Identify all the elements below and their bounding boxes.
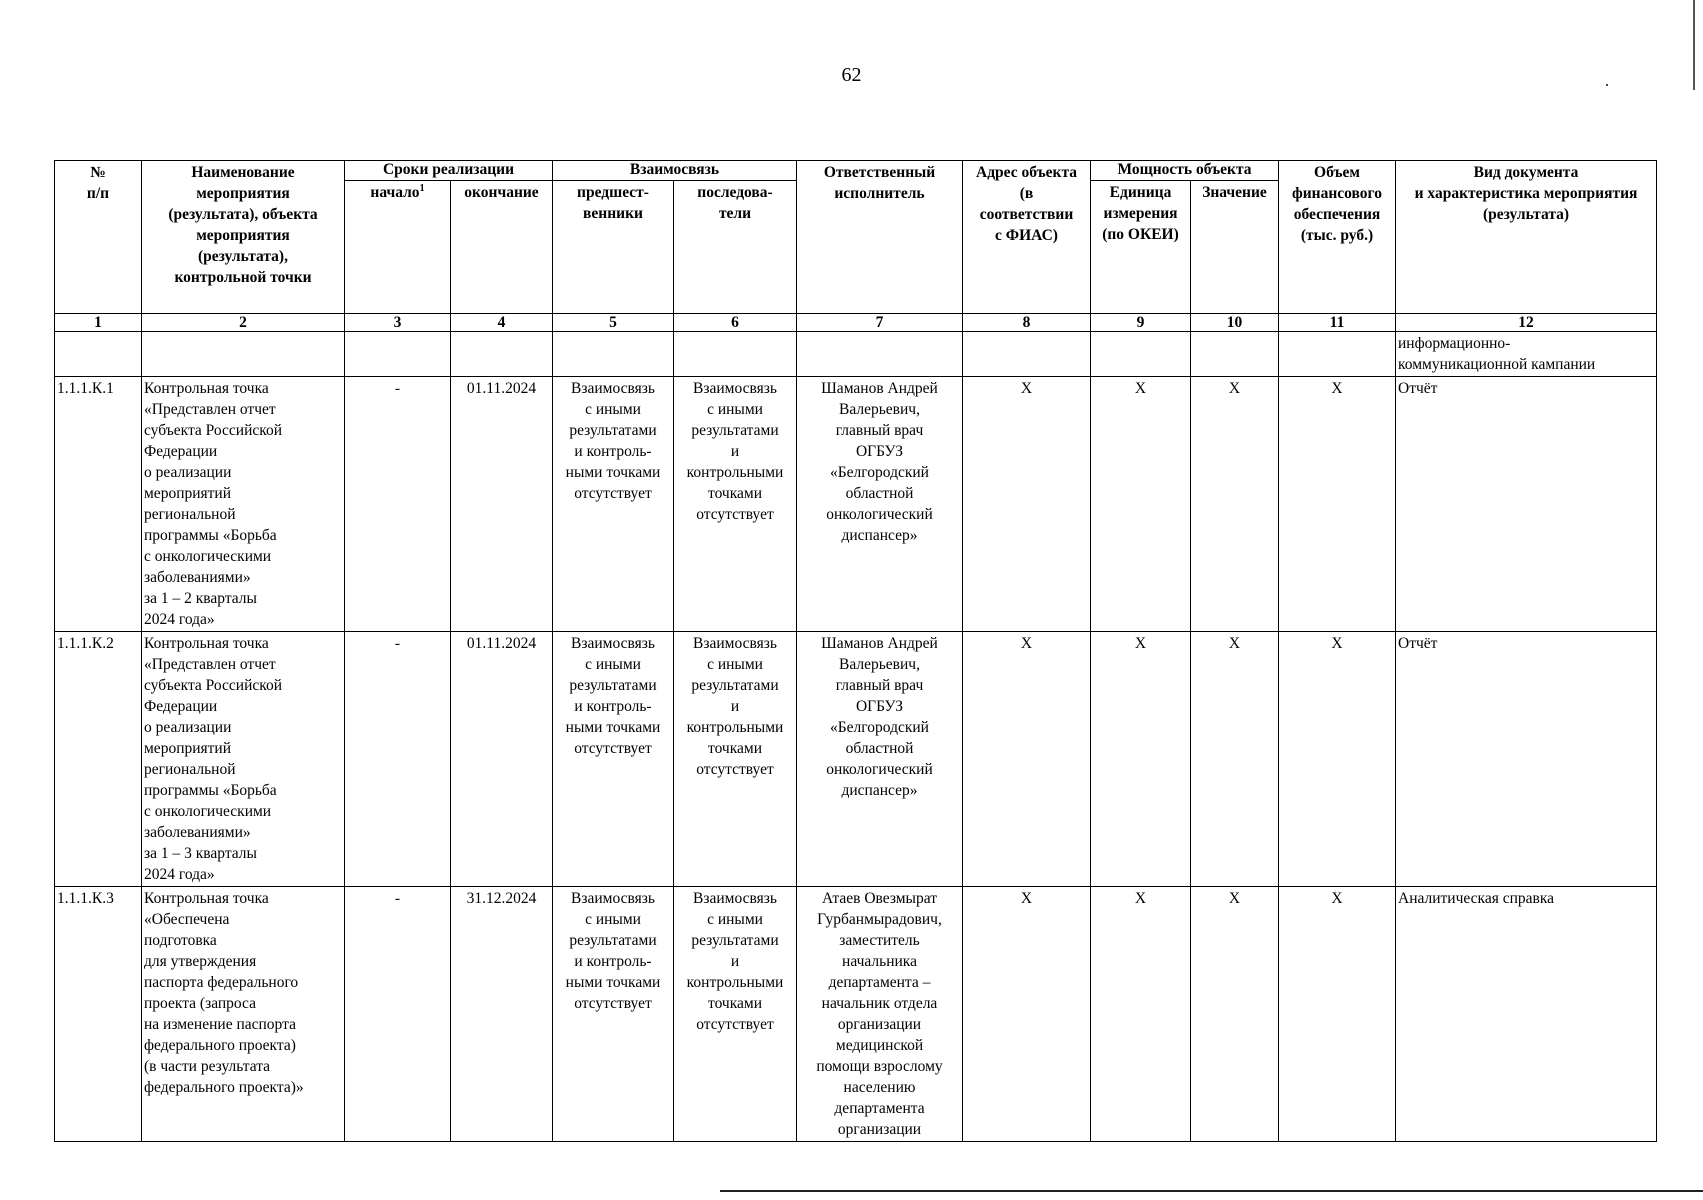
row-name: Контрольная точка «Представлен отчет субъекта Российской Федерации о реализации мероприятий региональной программы «Борьба с онкологическими заболеваниями» за 1 – 2 кварталы 2024 года» (142, 377, 345, 632)
header-predecessors: предшест- венники (553, 180, 674, 313)
column-number: 7 (797, 314, 963, 332)
row-successors: Взаимосвязь с иными результатами и контрольными точками отсутствует (674, 377, 797, 632)
header-start: начало$^1$ (345, 180, 451, 313)
header-end: окончание (451, 180, 553, 313)
header-document: Вид документа и характеристика мероприятия (результата) (1396, 161, 1657, 314)
scan-edge-line (1693, 0, 1695, 90)
scan-speck (1606, 84, 1608, 86)
header-links-group: Взаимосвязь (553, 161, 797, 181)
column-number: 12 (1396, 314, 1657, 332)
table-row (55, 632, 1657, 887)
row-address: X (963, 632, 1091, 887)
continuation-text: информационно- коммуникационной кампании (1396, 332, 1657, 377)
row-predecessors: Взаимосвязь с иными результатами и контроль- ными точками отсутствует (553, 377, 674, 632)
column-numbers-row (55, 314, 1657, 332)
row-number: 1.1.1.К.1 (55, 377, 142, 632)
column-number: 4 (451, 314, 553, 332)
row-unit: X (1091, 632, 1191, 887)
row-predecessors: Взаимосвязь с иными результатами и контроль- ными точками отсутствует (553, 632, 674, 887)
row-value: X (1191, 377, 1279, 632)
column-number: 6 (674, 314, 797, 332)
column-number: 10 (1191, 314, 1279, 332)
header-finance: Объем финансового обеспечения (тыс. руб.) (1279, 161, 1396, 314)
row-successors: Взаимосвязь с иными результатами и контрольными точками отсутствует (674, 887, 797, 1142)
column-number: 2 (142, 314, 345, 332)
header-address: Адрес объекта (в соответствии с ФИАС) (963, 161, 1091, 314)
row-document: Отчёт (1396, 632, 1657, 887)
header-capacity-group: Мощность объекта (1091, 161, 1279, 181)
row-document: Отчёт (1396, 377, 1657, 632)
row-value: X (1191, 632, 1279, 887)
header-number: № п/п (55, 161, 142, 314)
row-responsible: Атаев Овезмырат Гурбанмырадович, заместитель начальника департамента – начальник отдела организации медицинской помощи взрослому населению департамента организации (797, 887, 963, 1142)
table-row (55, 377, 1657, 632)
column-number: 3 (345, 314, 451, 332)
column-number: 1 (55, 314, 142, 332)
row-number: 1.1.1.К.2 (55, 632, 142, 887)
header-responsible: Ответственный исполнитель (797, 161, 963, 314)
row-end: 01.11.2024 (451, 377, 553, 632)
row-name: Контрольная точка «Обеспечена подготовка для утверждения паспорта федерального проекта (запроса на изменение паспорта федерального проекта) (в части результата федерального проекта)» (142, 887, 345, 1142)
row-unit: X (1091, 377, 1191, 632)
row-document: Аналитическая справка (1396, 887, 1657, 1142)
row-value: X (1191, 887, 1279, 1142)
events-table (54, 160, 1657, 1142)
row-end: 31.12.2024 (451, 887, 553, 1142)
row-responsible: Шаманов Андрей Валерьевич, главный врач ОГБУЗ «Белгородский областной онкологический диспансер» (797, 377, 963, 632)
row-finance: X (1279, 377, 1396, 632)
row-unit: X (1091, 887, 1191, 1142)
scan-bottom-line (720, 1190, 1703, 1192)
header-name: Наименование мероприятия (результата), объекта мероприятия (результата), контрольной точки (142, 161, 345, 314)
row-responsible: Шаманов Андрей Валерьевич, главный врач ОГБУЗ «Белгородский областной онкологический диспансер» (797, 632, 963, 887)
header-row-1 (55, 161, 1657, 181)
row-end: 01.11.2024 (451, 632, 553, 887)
row-address: X (963, 887, 1091, 1142)
row-address: X (963, 377, 1091, 632)
row-start: - (345, 632, 451, 887)
header-successors: последова- тели (674, 180, 797, 313)
continuation-row (55, 332, 1657, 377)
table-row (55, 887, 1657, 1142)
row-finance: X (1279, 632, 1396, 887)
column-number: 11 (1279, 314, 1396, 332)
row-start: - (345, 377, 451, 632)
row-start: - (345, 887, 451, 1142)
header-unit: Единица измерения (по ОКЕИ) (1091, 180, 1191, 313)
column-number: 8 (963, 314, 1091, 332)
header-dates-group: Сроки реализации (345, 161, 553, 181)
column-number: 5 (553, 314, 674, 332)
column-number: 9 (1091, 314, 1191, 332)
row-number: 1.1.1.К.3 (55, 887, 142, 1142)
page-number: 62 (841, 64, 862, 86)
row-finance: X (1279, 887, 1396, 1142)
row-name: Контрольная точка «Представлен отчет субъекта Российской Федерации о реализации мероприятий региональной программы «Борьба с онкологическими заболеваниями» за 1 – 3 кварталы 2024 года» (142, 632, 345, 887)
row-successors: Взаимосвязь с иными результатами и контрольными точками отсутствует (674, 632, 797, 887)
row-predecessors: Взаимосвязь с иными результатами и контроль- ными точками отсутствует (553, 887, 674, 1142)
header-value: Значение (1191, 180, 1279, 313)
